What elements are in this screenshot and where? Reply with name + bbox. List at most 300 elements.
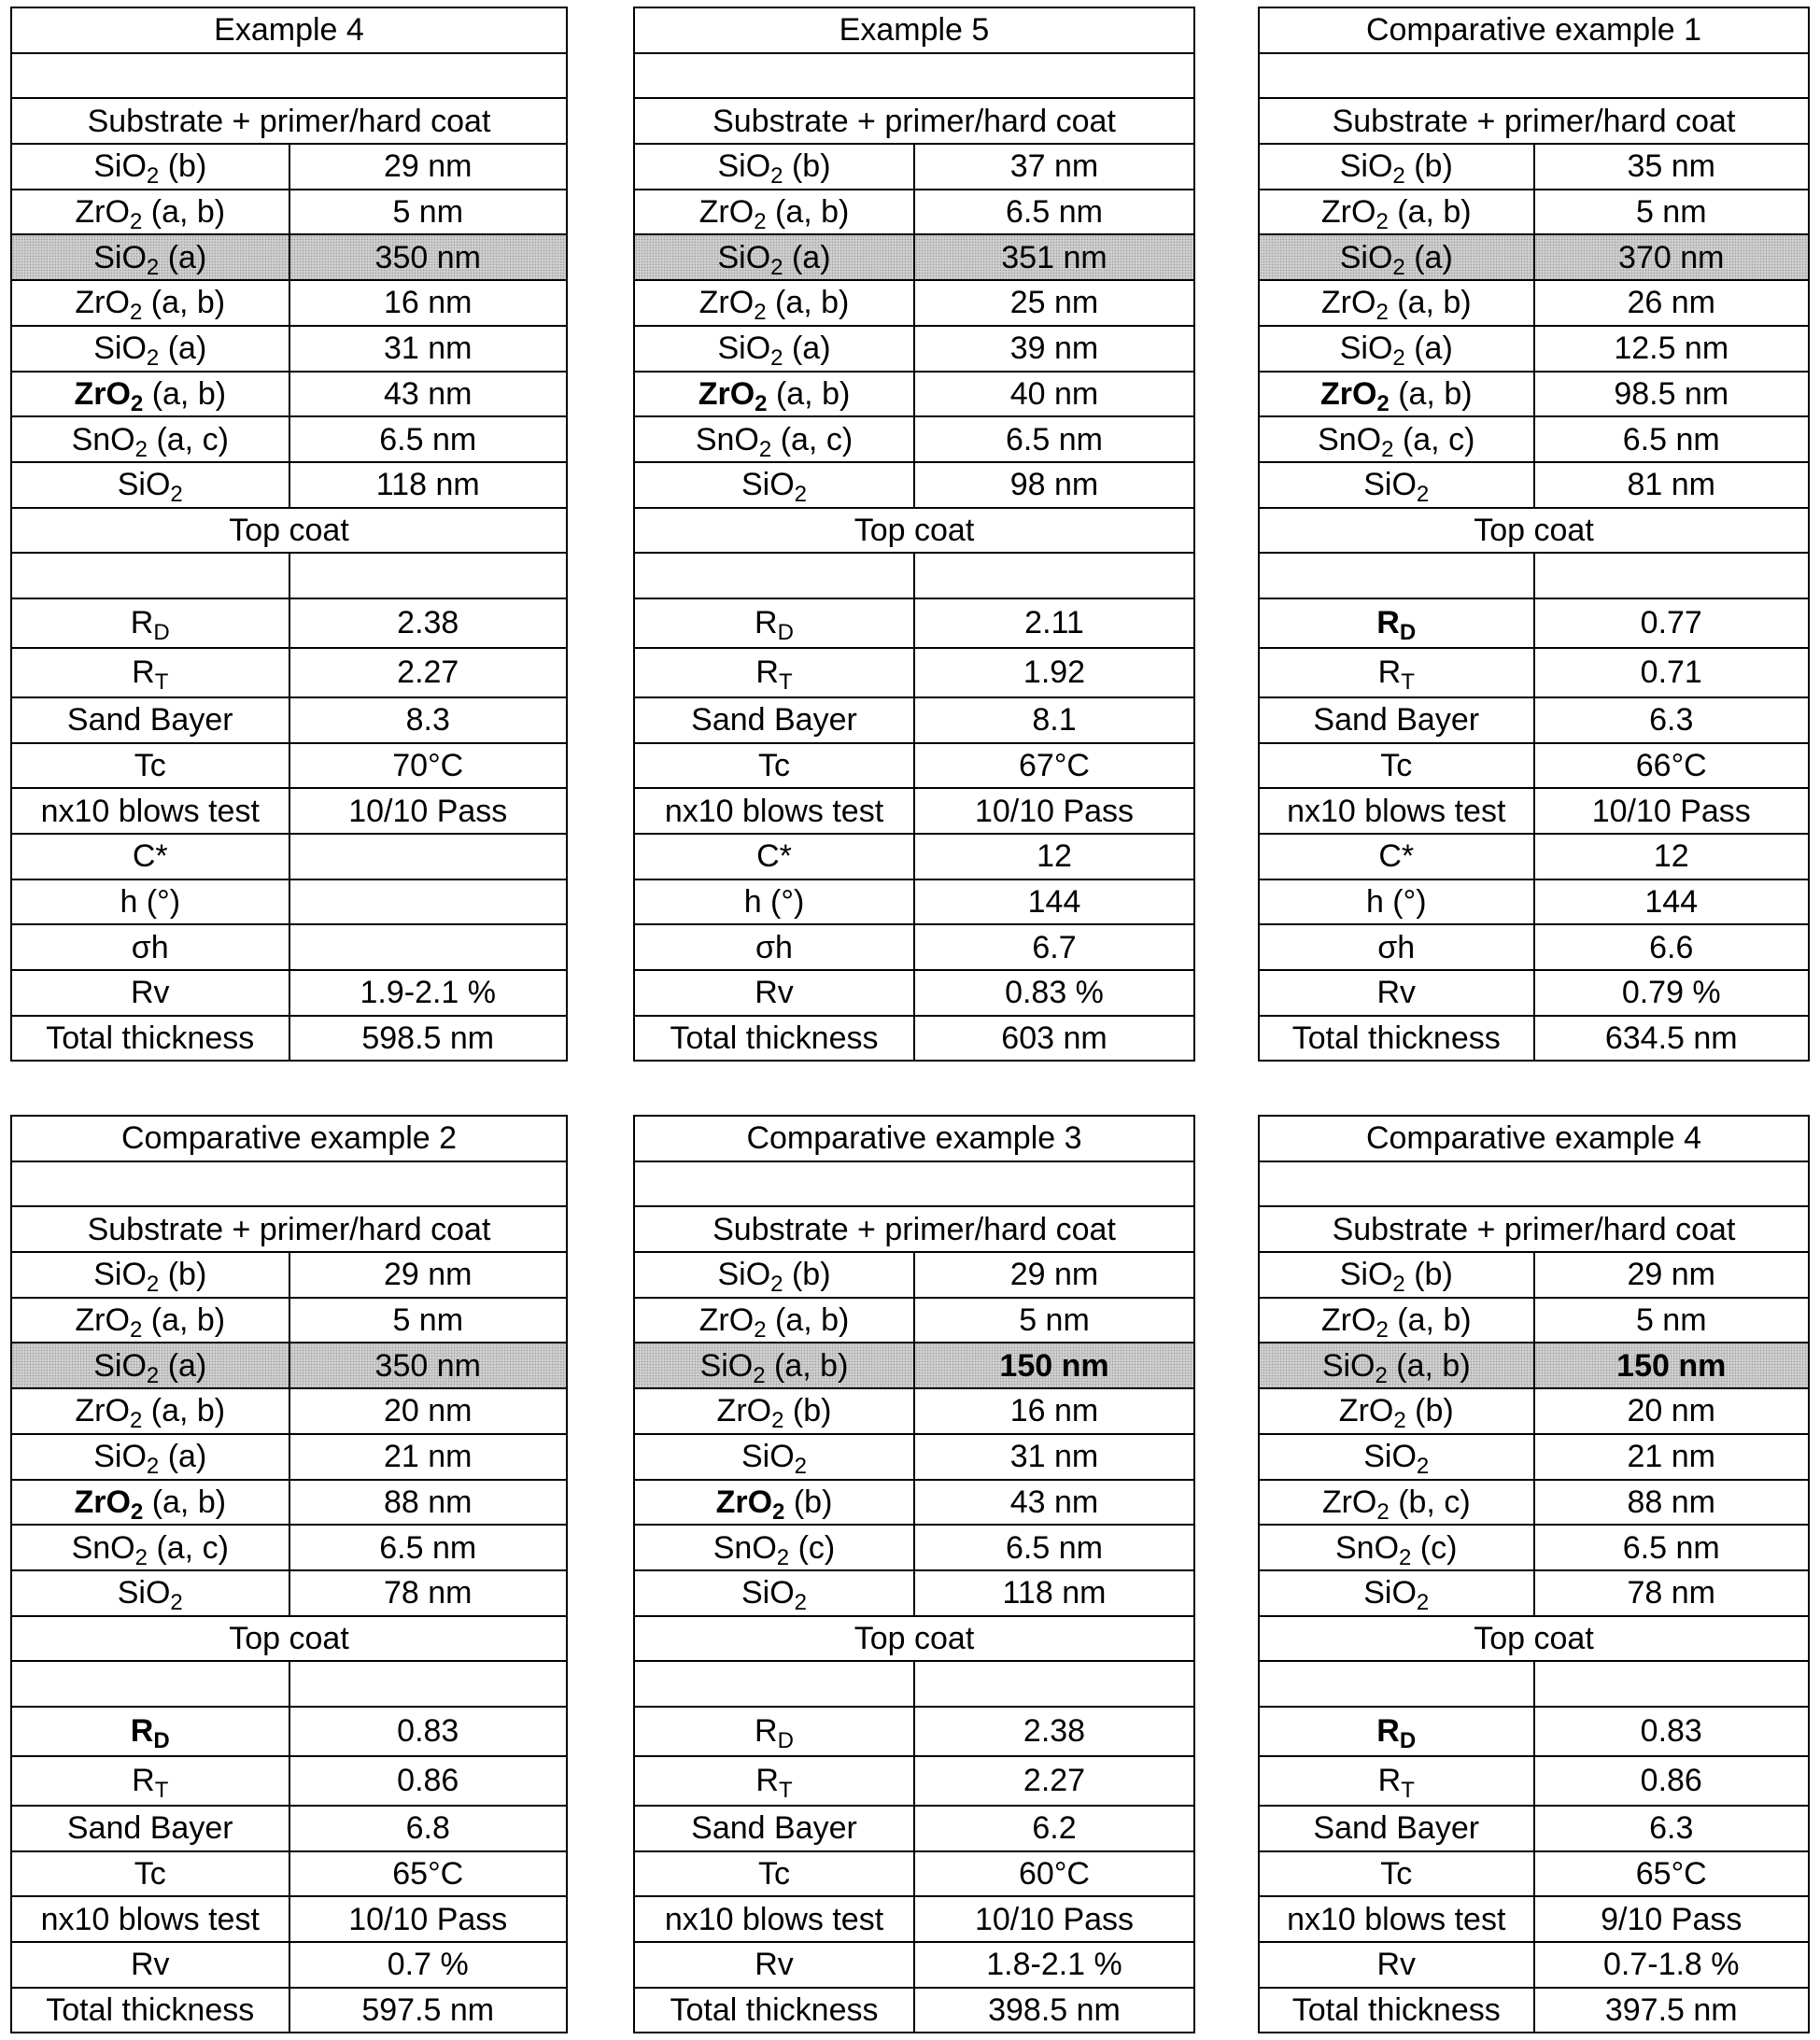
result-value: 67°C [914,743,1194,789]
result-name: σh [1377,930,1415,965]
substrate-header-row [634,1206,1194,1252]
formula-subscript: 2 [147,255,159,280]
result-name: C* [133,838,168,874]
layer-row [1259,462,1809,508]
result-label [1259,743,1534,789]
result-name: Total thickness [46,1992,254,2028]
result-name: R [755,1713,778,1749]
result-name: Sand Bayer [67,1810,233,1846]
substrate-header: Substrate + primer/hard coat [634,98,1194,144]
layer-row [11,1434,567,1480]
result-value: 1.9-2.1 % [289,970,568,1016]
result-name: Total thickness [46,1020,254,1056]
layer-row [634,1252,1194,1298]
blank-cell-row [634,53,1194,99]
result-name: nx10 blows test [41,1902,260,1937]
example-table [10,7,568,1062]
formula-subscript: 2 [1417,1454,1429,1479]
layer-row [634,326,1194,372]
result-row [634,743,1194,789]
result-label [634,924,914,970]
result-row [634,1896,1194,1942]
result-name: Total thickness [670,1020,879,1056]
formula: SiO [717,1257,770,1292]
result-name: Tc [758,748,790,783]
layer-thickness: 6.5 nm [914,416,1194,462]
formula-subscript: 2 [135,437,148,462]
table-title-row [1259,7,1809,53]
layer-thickness: 40 nm [914,372,1194,417]
formula: ZrO [699,285,755,320]
formula-subscript: 2 [1392,163,1404,189]
formula-subscript: 2 [131,1499,143,1525]
result-name: σh [132,930,169,965]
blank-cell [1259,1661,1534,1707]
layer-row [11,1298,567,1344]
result-row [634,924,1194,970]
result-label [1259,697,1534,743]
result-value: 0.71 [1534,648,1810,697]
layer-thickness: 88 nm [289,1480,568,1526]
result-row [1259,743,1809,789]
formula-subscript: 2 [754,300,766,325]
table-title: Comparative example 4 [1259,1116,1809,1161]
result-subscript: T [155,1778,169,1803]
formula: SiO [1340,1257,1393,1292]
result-name: R [1376,605,1400,640]
formula: ZrO [75,1393,130,1428]
result-name: σh [755,930,793,965]
result-label [11,1851,289,1897]
result-label [11,1988,289,2033]
layer-row [1259,1570,1809,1616]
result-subscript: D [778,1728,794,1753]
result-subscript: T [779,1778,793,1803]
formula: SiO [741,1439,795,1474]
layer-properties: (a, b) [767,1302,850,1338]
layer-row [634,190,1194,235]
formula-subscript: 2 [130,300,142,325]
result-label [1259,1851,1534,1897]
layer-row [634,1525,1194,1570]
substrate-header-row [11,98,567,144]
result-row [11,879,567,925]
result-row [1259,1942,1809,1988]
topcoat-header: Top coat [1259,1616,1809,1662]
layer-thickness: 98.5 nm [1534,372,1810,417]
result-value: 398.5 nm [914,1988,1194,2033]
layer-row [11,1570,567,1616]
layer-properties: (a, b) [1389,194,1472,230]
formula: SiO [1340,148,1393,184]
formula-subscript: 2 [777,1545,789,1570]
layer-properties: (c) [1411,1530,1457,1566]
layer-material [11,416,289,462]
result-value: 597.5 nm [289,1988,568,2033]
layer-thickness: 20 nm [1534,1388,1810,1434]
result-value: 6.3 [1534,1806,1810,1851]
blank-cell [1534,553,1810,598]
result-label [634,1016,914,1062]
result-name: R [1376,1713,1400,1749]
formula-subscript: 2 [1393,1408,1405,1433]
blank-row [634,1661,1194,1707]
formula: ZrO [75,194,130,230]
layer-row [11,1480,567,1526]
result-label [11,924,289,970]
result-row [634,834,1194,879]
result-value: 144 [914,879,1194,925]
layer-row [634,1298,1194,1344]
result-value: 6.3 [1534,697,1810,743]
layer-material [11,234,289,280]
result-subscript: T [779,669,793,695]
result-row [1259,598,1809,648]
formula: SnO [696,422,759,457]
topcoat-header-row [634,1616,1194,1662]
table-title-row [634,1116,1194,1161]
substrate-header-row [11,1206,567,1252]
formula-subscript: 2 [1376,391,1389,416]
layer-row [1259,1252,1809,1298]
result-label [634,1851,914,1897]
result-row [634,1016,1194,1062]
formula: SiO [741,1575,795,1611]
result-name: C* [1378,838,1414,874]
layer-properties: (a, b) [1388,1348,1471,1384]
layer-row [1259,1525,1809,1570]
layer-thickness: 5 nm [289,190,568,235]
topcoat-header: Top coat [1259,508,1809,554]
layer-thickness: 37 nm [914,144,1194,190]
result-label [11,1016,289,1062]
layer-row [1259,144,1809,190]
layer-material [11,462,289,508]
layer-thickness: 6.5 nm [1534,416,1810,462]
formula: ZrO [1322,1484,1377,1520]
result-value: 8.1 [914,697,1194,743]
layer-material [11,1298,289,1344]
blank-cell [634,1661,914,1707]
formula-subscript: 2 [1381,437,1393,462]
substrate-header-row [1259,1206,1809,1252]
formula-subscript: 2 [1376,1499,1389,1525]
formula: SnO [1335,1530,1399,1566]
layer-thickness: 6.5 nm [289,416,568,462]
layer-properties: (a) [159,1439,206,1474]
formula-subscript: 2 [147,163,159,189]
layer-row [634,144,1194,190]
result-row [1259,1707,1809,1756]
formula: SiO [93,240,147,275]
blank-cell-row [11,53,567,99]
result-value: 0.79 % [1534,970,1810,1016]
result-name: R [755,1763,779,1798]
layer-material [11,1252,289,1298]
layer-row [1259,372,1809,417]
layer-row [1259,280,1809,326]
result-name: R [755,654,779,690]
result-label [11,879,289,925]
result-row [634,1707,1194,1756]
formula-subscript: 2 [1417,482,1429,507]
result-value: 397.5 nm [1534,1988,1810,2033]
layer-row [11,1525,567,1570]
result-value [289,834,568,879]
layer-thickness: 118 nm [289,462,568,508]
layer-properties: (b) [1405,148,1453,184]
layer-material [11,1570,289,1616]
formula: SiO [93,1439,147,1474]
formula-subscript: 2 [131,391,143,416]
result-label [1259,598,1534,648]
layer-row [634,1343,1194,1388]
layer-thickness: 6.5 nm [914,190,1194,235]
layer-thickness: 16 nm [914,1388,1194,1434]
result-value: 10/10 Pass [289,1896,568,1942]
result-label [11,1756,289,1806]
formula: SiO [93,1257,147,1292]
formula: SiO [717,331,770,366]
result-label [634,1942,914,1988]
table-title: Comparative example 1 [1259,7,1809,53]
layer-row [11,280,567,326]
layer-row [634,1434,1194,1480]
result-row [11,788,567,834]
layer-properties: (a, b) [143,1484,226,1520]
layer-row [11,416,567,462]
layer-thickness: 350 nm [289,1343,568,1388]
formula-subscript: 2 [170,1590,182,1615]
result-label [634,1756,914,1806]
result-row [11,970,567,1016]
formula-subscript: 2 [1399,1545,1411,1570]
result-label [11,1806,289,1851]
layer-material [11,372,289,417]
result-label [634,788,914,834]
result-value: 65°C [289,1851,568,1897]
result-value: 0.7-1.8 % [1534,1942,1810,1988]
layer-thickness: 370 nm [1534,234,1810,280]
layer-material [634,326,914,372]
formula: SiO [1322,1348,1376,1384]
result-value: 2.38 [914,1707,1194,1756]
result-name: Rv [755,975,794,1010]
table-title: Comparative example 2 [11,1116,567,1161]
blank-row [11,553,567,598]
layer-properties: (a, b) [143,376,226,412]
formula: ZrO [74,1484,130,1520]
result-row [11,697,567,743]
layer-material [1259,1298,1534,1344]
layer-thickness: 88 nm [1534,1480,1810,1526]
layer-row [1259,1480,1809,1526]
result-label [1259,879,1534,925]
result-row [11,1016,567,1062]
substrate-header-row [1259,98,1809,144]
formula-subscript: 2 [771,1408,783,1433]
result-value: 603 nm [914,1016,1194,1062]
result-row [634,879,1194,925]
formula: ZrO [1321,285,1376,320]
formula: SiO [93,331,147,366]
layer-material [634,144,914,190]
result-name: R [132,1763,155,1798]
layer-material [11,1434,289,1480]
result-name: Tc [1380,748,1412,783]
result-row [634,1806,1194,1851]
formula: ZrO [1320,376,1376,412]
layer-row [11,462,567,508]
blank-cell-row [634,1161,1194,1207]
formula: ZrO [716,1484,772,1520]
topcoat-header: Top coat [11,1616,567,1662]
layer-material [1259,416,1534,462]
topcoat-header: Top coat [11,508,567,554]
result-value: 2.27 [914,1756,1194,1806]
result-value: 0.83 [1534,1707,1810,1756]
result-value: 0.86 [289,1756,568,1806]
result-label [1259,1896,1534,1942]
result-label [1259,970,1534,1016]
layer-thickness: 29 nm [914,1252,1194,1298]
result-label [1259,1806,1534,1851]
layer-properties: (a, c) [148,422,229,457]
result-name: Tc [134,748,166,783]
formula-subscript: 2 [147,1454,159,1479]
blank-cell [289,1661,568,1707]
formula: SiO [93,1348,147,1384]
layer-material [11,280,289,326]
formula: SiO [700,1348,754,1384]
topcoat-header: Top coat [634,1616,1194,1662]
substrate-header: Substrate + primer/hard coat [11,98,567,144]
formula-subscript: 2 [1392,345,1404,371]
result-name: nx10 blows test [665,1902,883,1937]
blank-cell [634,1161,1194,1207]
blank-cell [1259,553,1534,598]
result-row [11,1942,567,1988]
result-subscript: D [153,620,169,645]
layer-material [1259,1388,1534,1434]
result-value: 65°C [1534,1851,1810,1897]
layer-material [1259,1252,1534,1298]
result-label [11,834,289,879]
layer-thickness: 26 nm [1534,280,1810,326]
layer-row [1259,190,1809,235]
blank-row [11,1661,567,1707]
layer-properties: (b) [783,1257,831,1292]
formula: SiO [118,1575,171,1611]
formula-subscript: 2 [170,482,182,507]
layer-row [634,1388,1194,1434]
result-label [1259,1756,1534,1806]
blank-cell [1534,1661,1810,1707]
layer-properties: (b) [783,148,831,184]
formula-subscript: 2 [130,1408,142,1433]
example-table [633,1115,1195,2033]
layer-properties: (a, b) [142,1302,225,1338]
result-label [1259,834,1534,879]
result-row [1259,970,1809,1016]
result-row [11,1756,567,1806]
layer-material [634,1388,914,1434]
result-row [1259,1851,1809,1897]
substrate-header: Substrate + primer/hard coat [1259,98,1809,144]
substrate-header: Substrate + primer/hard coat [634,1206,1194,1252]
blank-cell [11,1161,567,1207]
result-label [1259,1016,1534,1062]
layer-thickness: 12.5 nm [1534,326,1810,372]
result-name: nx10 blows test [665,794,883,829]
layer-material [634,1480,914,1526]
layer-properties: (b, c) [1390,1484,1471,1520]
layer-row [11,1388,567,1434]
layer-thickness: 21 nm [1534,1434,1810,1480]
formula-subscript: 2 [147,1363,159,1388]
blank-cell [11,553,289,598]
result-name: Rv [131,1947,170,1982]
result-value: 12 [1534,834,1810,879]
layer-properties: (a, b) [1389,1302,1472,1338]
layer-thickness: 350 nm [289,234,568,280]
result-value: 8.3 [289,697,568,743]
result-label [11,648,289,697]
layer-material [1259,1480,1534,1526]
layer-thickness: 351 nm [914,234,1194,280]
formula-subscript: 2 [795,1454,807,1479]
result-name: nx10 blows test [1287,794,1505,829]
result-value: 144 [1534,879,1810,925]
result-value: 2.38 [289,598,568,648]
layer-material [11,1343,289,1388]
formula: SiO [717,240,770,275]
layer-row [11,1252,567,1298]
result-row [1259,648,1809,697]
result-row [1259,834,1809,879]
layer-properties: (a) [783,331,831,366]
layer-material [634,416,914,462]
formula-subscript: 2 [1376,1363,1388,1388]
layer-thickness: 78 nm [1534,1570,1810,1616]
result-name: R [1378,654,1402,690]
layer-properties: (a, c) [771,422,853,457]
layer-thickness: 35 nm [1534,144,1810,190]
formula-subscript: 2 [755,391,767,416]
layer-properties: (a) [1405,331,1453,366]
result-row [1259,1806,1809,1851]
layer-properties: (b) [784,1484,832,1520]
result-value: 6.8 [289,1806,568,1851]
result-value: 1.8-2.1 % [914,1942,1194,1988]
formula-subscript: 2 [135,1545,148,1570]
layer-material [11,1525,289,1570]
result-name: R [132,654,155,690]
formula-subscript: 2 [130,1317,142,1343]
layer-material [11,1480,289,1526]
layer-properties: (b) [159,148,206,184]
result-row [1259,1988,1809,2033]
result-label [11,788,289,834]
formula: ZrO [1339,1393,1394,1428]
formula: SiO [717,148,770,184]
substrate-header-row [634,98,1194,144]
result-value: 10/10 Pass [1534,788,1810,834]
substrate-header: Substrate + primer/hard coat [1259,1206,1809,1252]
result-name: h (°) [744,884,805,920]
formula-subscript: 2 [770,255,783,280]
result-subscript: T [155,669,169,695]
